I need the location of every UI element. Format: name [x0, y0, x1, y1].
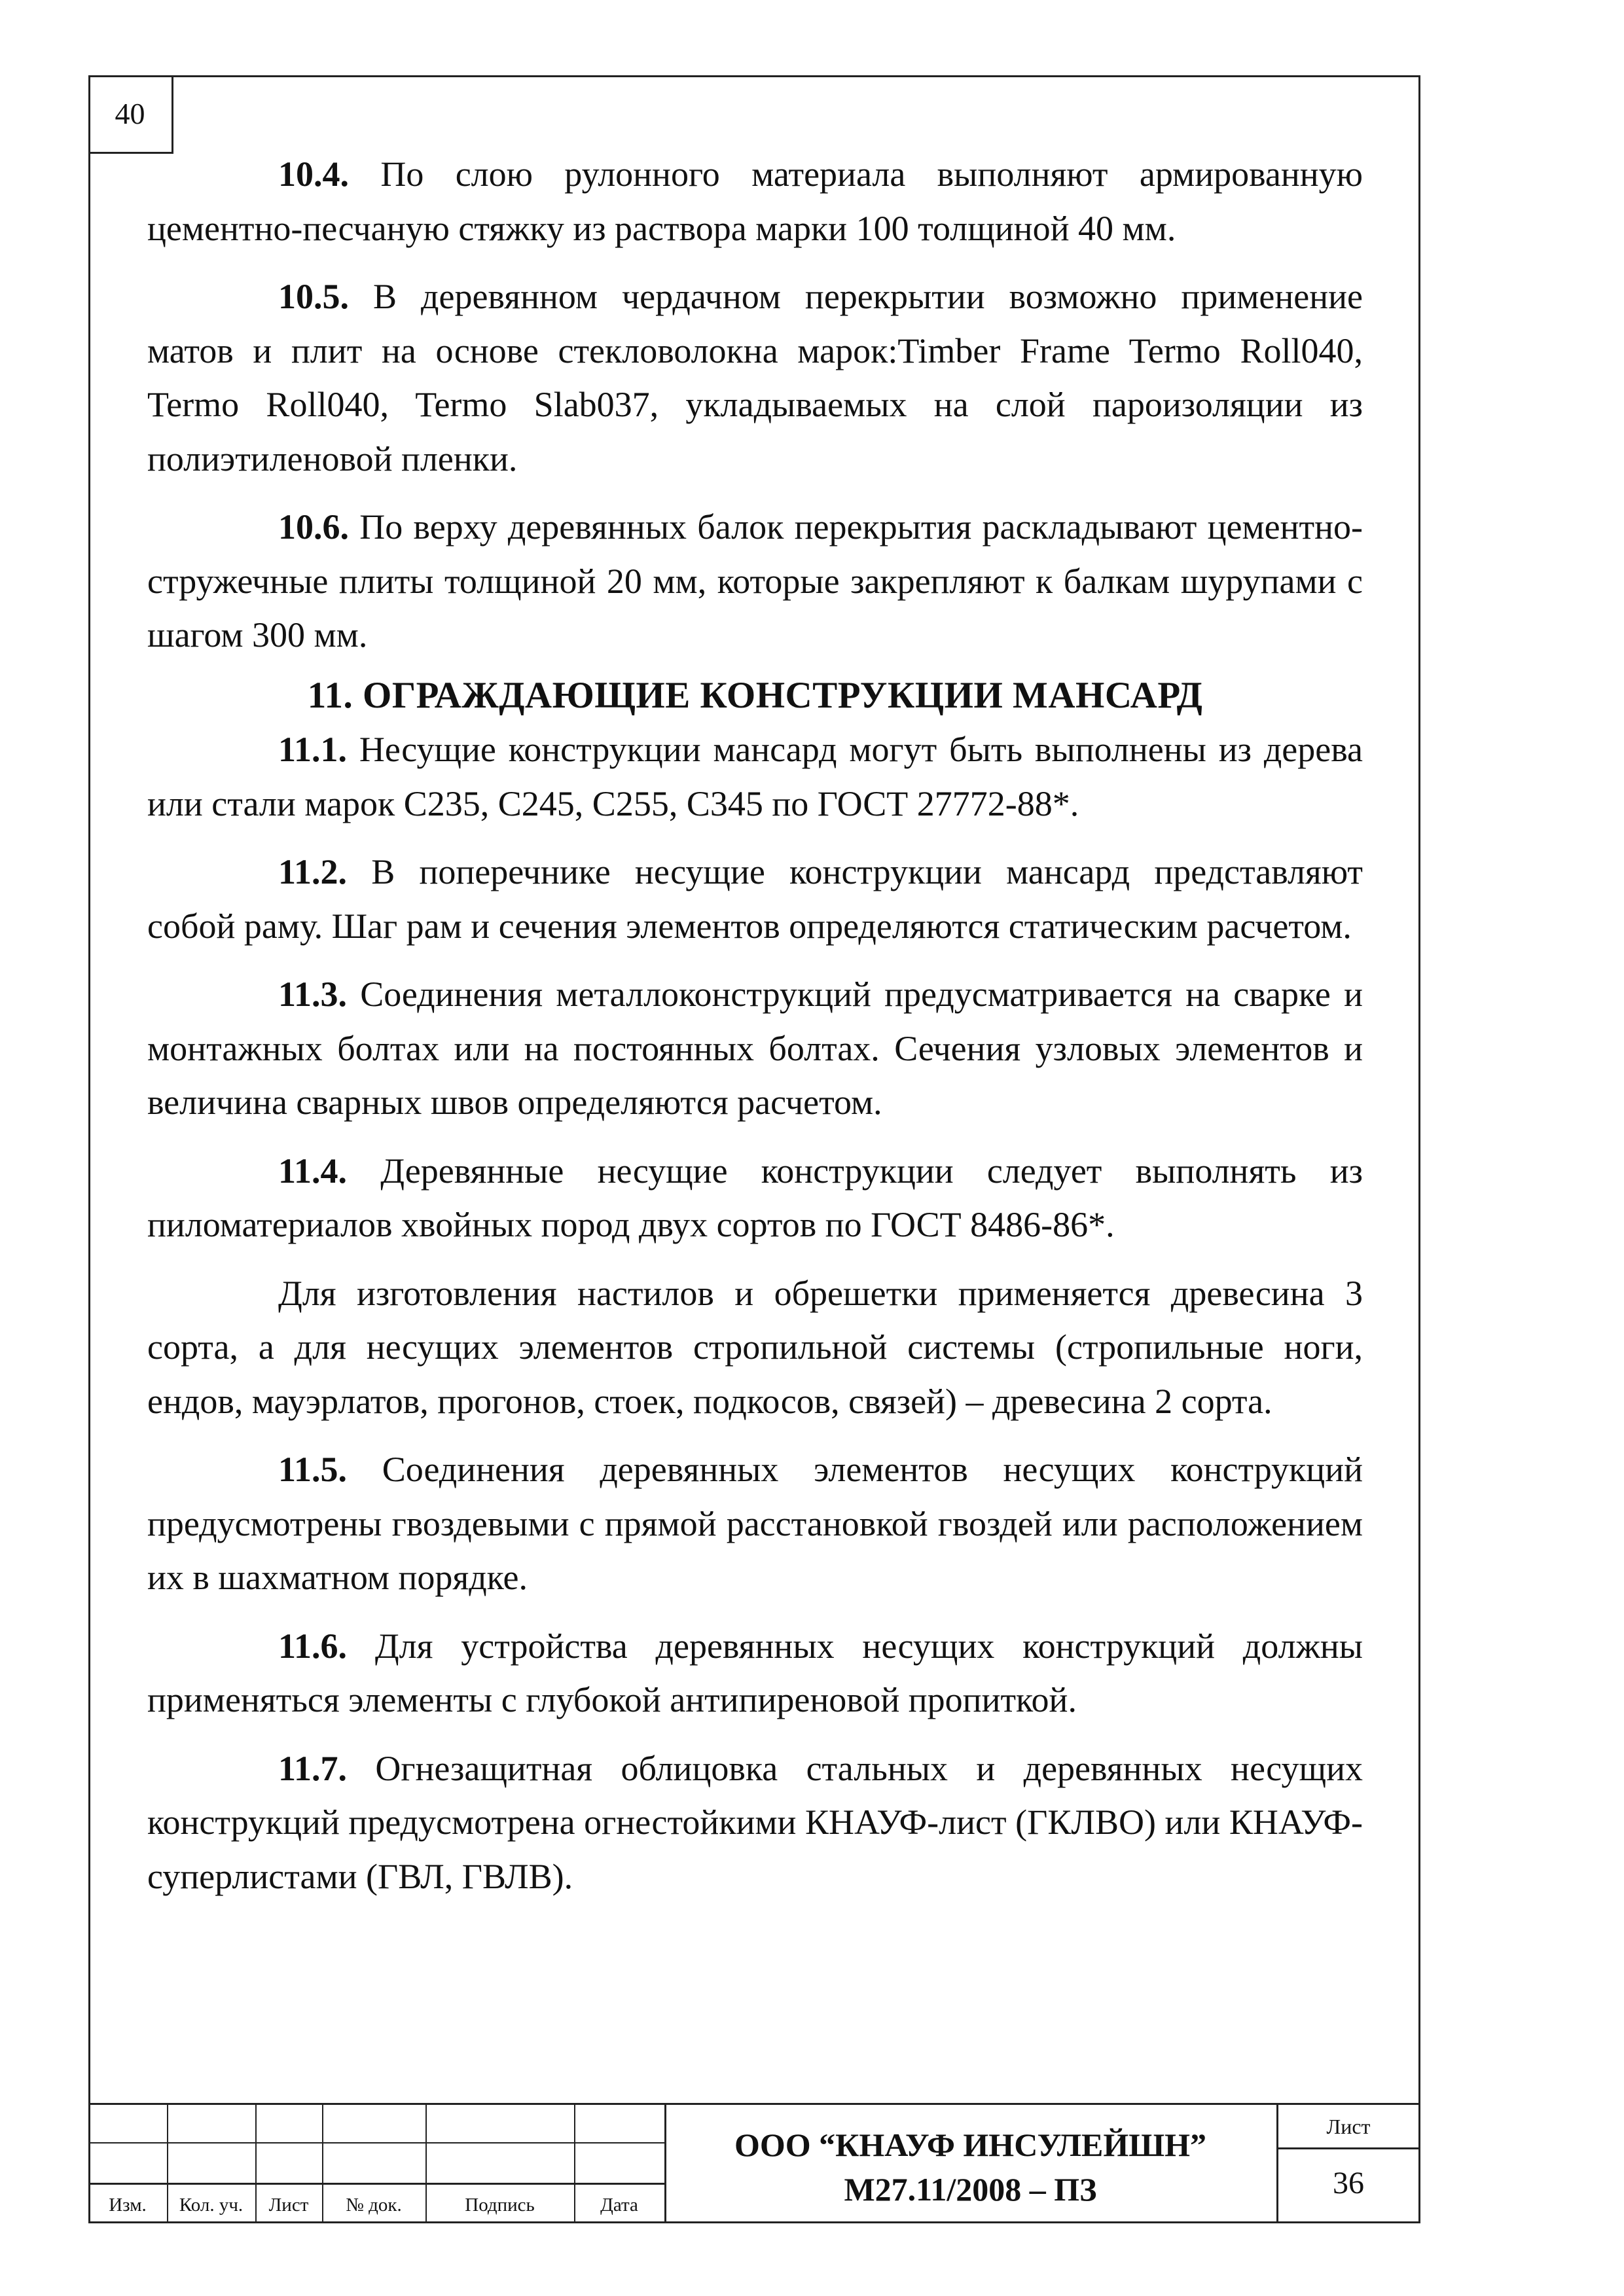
title-block: [88, 2103, 1420, 2223]
paragraph-11-4: [147, 1144, 1363, 1252]
paragraph-text: В поперечнике несущие конструкции мансард представляют собой раму. Шаг рам и сечения элементов определяются статическим расчетом.: [147, 852, 1363, 946]
paragraph-11-7: [147, 1742, 1363, 1904]
paragraph-number: 11.7.: [278, 1748, 348, 1788]
stamp-label-date: Дата: [600, 2195, 638, 2215]
paragraph-10-6: [147, 500, 1363, 662]
stamp-top-line: [88, 2103, 1420, 2105]
paragraph-10-5: [147, 270, 1363, 486]
paragraph-11-3: [147, 967, 1363, 1130]
paragraph-text: Для устройства деревянных несущих конструкций должны применяться элементы с глубокой антипиреновой пропиткой.: [147, 1626, 1363, 1719]
paragraph-number: 11.1.: [278, 730, 348, 769]
paragraph-text: Соединения деревянных элементов несущих конструкций предусмотрены гвоздевыми с прямой расстановкой гвоздей или расположением их в шахматном порядке.: [147, 1450, 1363, 1597]
stamp-label-sign: Подпись: [465, 2195, 535, 2215]
section-heading: 11. ОГРАЖДАЮЩИЕ КОНСТРУКЦИИ МАНСАРД: [307, 674, 1203, 716]
stamp-label-kol: Кол. уч.: [179, 2195, 244, 2215]
paragraph-11-2: [147, 845, 1363, 953]
paragraph-number: 11.4.: [278, 1151, 348, 1191]
paragraph-number: 11.2.: [278, 852, 348, 891]
paragraph-text: По слою рулонного материала выполняют армированную цементно-песчаную стяжку из раствора марки 100 толщиной 40 мм.: [147, 154, 1363, 248]
paragraph-11-6: [147, 1619, 1363, 1727]
page-corner-number: 40: [88, 75, 173, 154]
paragraph-text: По верху деревянных балок перекрытия раскладывают цементно-стружечные плиты толщиной 20 мм, которые закрепляют к балкам шурупами с шагом 300 мм.: [147, 507, 1363, 655]
paragraph-text: Несущие конструкции мансард могут быть выполнены из дерева или стали марок С235, С245, С255, С345 по ГОСТ 27772-88*.: [147, 730, 1363, 823]
paragraph-number: 11.6.: [278, 1626, 348, 1666]
paragraph-number: 10.6.: [278, 507, 349, 547]
organization-block: [664, 2123, 1276, 2212]
paragraph-text: Соединения металлоконструкций предусматривается на сварке и монтажных болтах или на постоянных болтах. Сечения узловых элементов и величина сварных швов определяются расчетом.: [147, 975, 1363, 1122]
paragraph-number: 10.5.: [278, 277, 349, 316]
stamp-label-list: Лист: [268, 2195, 309, 2215]
paragraph-text: Деревянные несущие конструкции следует выполнять из пиломатериалов хвойных пород двух сортов по ГОСТ 8486-86*.: [147, 1151, 1363, 1244]
stamp-label-doc: № док.: [346, 2195, 402, 2215]
organization-name: ООО “КНАУФ ИНСУЛЕЙШН”: [734, 2126, 1207, 2163]
document-body: [147, 147, 1363, 1903]
paragraph-text: Для изготовления настилов и обрешетки применяется древесина 3 сорта, а для несущих элементов стропильной системы (стропильные ноги, ендов, мауэрлатов, прогонов, стоек, подкосов, связей) – древесина 2 сорта.: [147, 1273, 1363, 1421]
paragraph-number: 10.4.: [278, 154, 349, 194]
stamp-row-line: [88, 2183, 664, 2185]
paragraph-text: Огнезащитная облицовка стальных и деревянных несущих конструкций предусмотрена огнестойкими КНАУФ-лист (ГКЛВО) или КНАУФ-суперлистами (ГВЛ, ГВЛВ).: [147, 1748, 1363, 1896]
sheet-label: Лист: [1326, 2115, 1371, 2138]
paragraph-10-4: [147, 147, 1363, 255]
paragraph-number: 11.5.: [278, 1450, 348, 1489]
stamp-row-line: [1276, 2147, 1420, 2149]
paragraph-11-1: [147, 723, 1363, 831]
document-code: М27.11/2008 – ПЗ: [844, 2171, 1097, 2208]
sheet-number: 36: [1333, 2166, 1364, 2200]
stamp-row-line: [88, 2142, 664, 2144]
paragraph-text: В деревянном чердачном перекрытии возможно применение матов и плит на основе стекловолокна марок:Timber Frame Termo Roll040, Termo Roll040, Termo Slab037, укладываемых на слой пароизоляции из полиэтиленовой пленки.: [147, 277, 1363, 478]
paragraph-wood-grades: [147, 1266, 1363, 1429]
paragraph-11-5: [147, 1443, 1363, 1605]
paragraph-number: 11.3.: [278, 975, 348, 1014]
stamp-label-izm: Изм.: [109, 2195, 147, 2215]
